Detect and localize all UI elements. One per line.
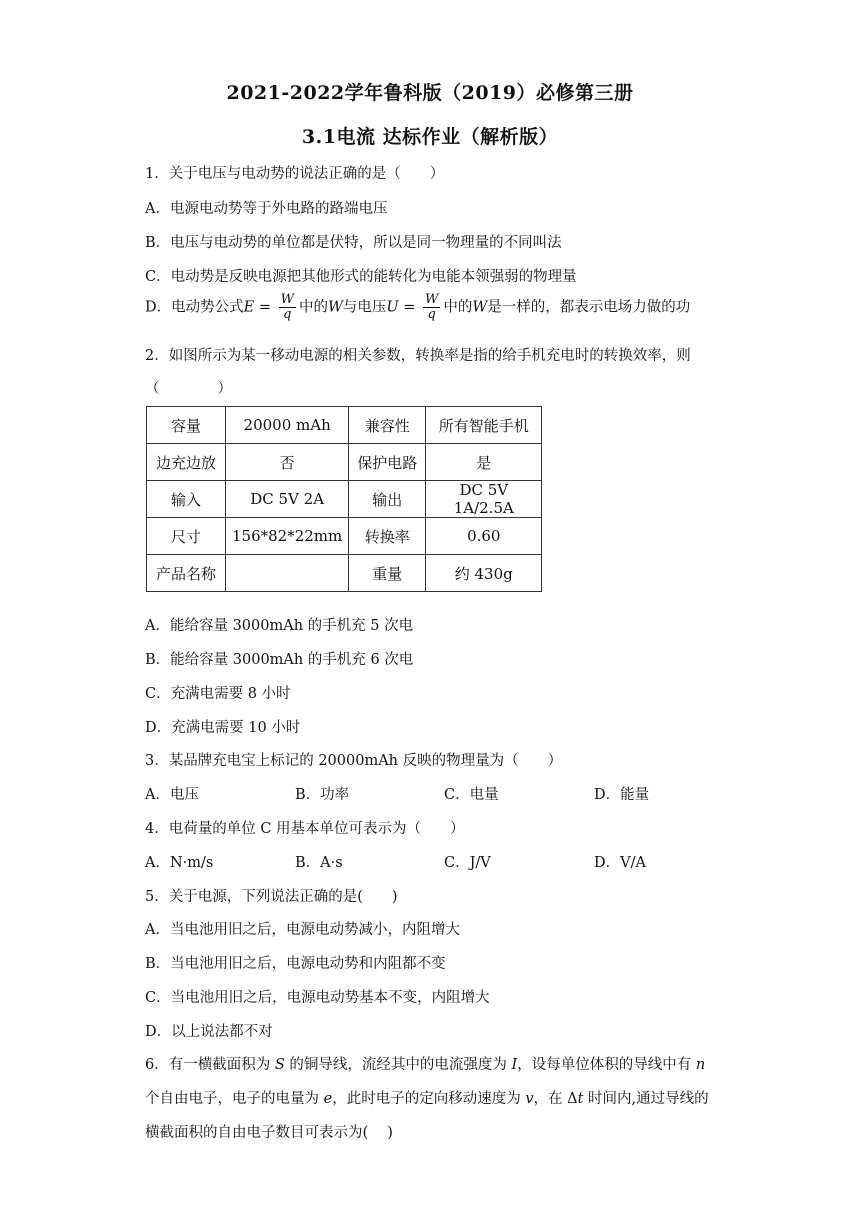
symbol-n: n xyxy=(695,1057,706,1073)
q2-answer-paren: （ ） xyxy=(145,381,232,397)
symbol-S: S xyxy=(274,1057,285,1073)
symbol-E: E xyxy=(243,299,255,316)
q2-stem: 2．如图所示为某一移动电源的相关参数，转换率是指的给手机充电时的转换效率，则 xyxy=(145,348,691,364)
spec-table xyxy=(146,406,542,592)
table-cell: 重量 xyxy=(349,555,426,592)
q2-option-c: C．充满电需要 8 小时 xyxy=(145,686,291,702)
table-cell: 约 430g xyxy=(426,555,542,592)
q2-option-a: A．能给容量 3000mAh 的手机充 5 次电 xyxy=(145,618,414,634)
q1-d-text: 与电压 xyxy=(342,299,387,316)
q1-d-text: 中的 xyxy=(443,299,473,316)
q3-option-c: C．电量 xyxy=(444,787,499,803)
table-row xyxy=(147,444,542,481)
table-cell: DC 5V 1A/2.5A xyxy=(426,481,542,518)
q1-d-text: 是一样的，都表示电场力做的功 xyxy=(487,299,691,316)
q5-option-a: A．当电池用旧之后，电源电动势减小，内阻增大 xyxy=(145,922,460,938)
table-cell xyxy=(226,555,349,592)
document-subtitle: 3.1电流 达标作业（解析版） xyxy=(301,126,559,148)
table-row xyxy=(147,481,542,518)
table-cell: 是 xyxy=(426,444,542,481)
symbol-I: I xyxy=(511,1057,518,1073)
q2-option-b: B．能给容量 3000mAh 的手机充 6 次电 xyxy=(145,652,414,668)
q4-option-b: B．A·s xyxy=(295,855,343,871)
table-cell: 0.60 xyxy=(426,518,542,555)
symbol-e: e xyxy=(323,1091,333,1107)
table-row xyxy=(147,407,542,444)
table-cell: 输入 xyxy=(147,481,226,518)
q5-stem: 5．关于电源，下列说法正确的是( ) xyxy=(145,889,398,905)
table-cell: 边充边放 xyxy=(147,444,226,481)
q1-stem: 1．关于电压与电动势的说法正确的是（ ） xyxy=(145,166,445,182)
q1-d-prefix: D．电动势公式 xyxy=(145,299,244,316)
table-cell: DC 5V 2A xyxy=(226,481,349,518)
table-cell: 156*82*22mm xyxy=(226,518,349,555)
fraction-denominator: q xyxy=(283,307,292,322)
q6-text: ，在 Δ xyxy=(533,1091,578,1107)
q6-text: ，此时电子的定向移动速度为 xyxy=(332,1091,526,1107)
q1-option-b: B．电压与电动势的单位都是伏特，所以是同一物理量的不同叫法 xyxy=(145,235,562,251)
q2-option-d: D．充满电需要 10 小时 xyxy=(145,720,301,736)
q4-stem: 4．电荷量的单位 C 用基本单位可表示为（ ） xyxy=(145,821,465,837)
fraction-numerator: W xyxy=(424,292,439,307)
q6-line3: 横截面积的自由电子数目可表示为( ) xyxy=(145,1125,393,1141)
q6-text: 的铜导线，流经其中的电流强度为 xyxy=(284,1057,512,1073)
table-cell: 尺寸 xyxy=(147,518,226,555)
q6-text: 6．有一横截面积为 xyxy=(145,1057,275,1073)
table-cell: 输出 xyxy=(349,481,426,518)
q6-text: ，设每单位体积的导线中有 xyxy=(517,1057,696,1073)
table-cell: 容量 xyxy=(147,407,226,444)
equals-sign: = xyxy=(254,299,276,316)
fraction-W-over-q xyxy=(279,293,296,322)
table-cell: 所有智能手机 xyxy=(426,407,542,444)
q6-text: 时间内,通过导线的 xyxy=(583,1091,709,1107)
table-cell: 兼容性 xyxy=(349,407,426,444)
q5-option-b: B．当电池用旧之后，电源电动势和内阻都不变 xyxy=(145,956,446,972)
symbol-W: W xyxy=(327,299,343,316)
document-title: 2021-2022学年鲁科版（2019）必修第三册 xyxy=(226,82,634,104)
q4-option-c: C．J/V xyxy=(444,855,491,871)
table-cell: 转换率 xyxy=(349,518,426,555)
q1-d-text: 中的 xyxy=(298,299,328,316)
q5-option-c: C．当电池用旧之后，电源电动势基本不变，内阻增大 xyxy=(145,990,490,1006)
table-cell: 产品名称 xyxy=(147,555,226,592)
q1-option-a: A．电源电动势等于外电路的路端电压 xyxy=(145,201,388,217)
table-row xyxy=(147,555,542,592)
q1-option-d xyxy=(145,293,690,322)
q1-option-c: C．电动势是反映电源把其他形式的能转化为电能本领强弱的物理量 xyxy=(145,269,577,285)
symbol-W: W xyxy=(472,299,488,316)
fraction-W-over-q xyxy=(423,293,440,322)
fraction-denominator: q xyxy=(427,307,436,322)
symbol-t: t xyxy=(577,1091,584,1107)
fraction-numerator: W xyxy=(280,292,294,307)
q4-option-a: A．N·m/s xyxy=(145,855,214,871)
q3-option-a: A．电压 xyxy=(145,787,199,803)
equals-sign: = xyxy=(398,299,420,316)
q3-stem: 3．某品牌充电宝上标记的 20000mAh 反映的物理量为（ ） xyxy=(145,753,563,769)
q6-line2 xyxy=(145,1087,709,1108)
q6-text: 个自由电子，电子的电量为 xyxy=(145,1091,324,1107)
symbol-v: v xyxy=(525,1091,534,1107)
table-row xyxy=(147,518,542,555)
q3-option-d: D．能量 xyxy=(594,787,650,803)
table-cell: 否 xyxy=(226,444,349,481)
table-cell: 保护电路 xyxy=(349,444,426,481)
q3-option-b: B．功率 xyxy=(295,787,350,803)
q5-option-d: D．以上说法都不对 xyxy=(145,1024,273,1040)
table-cell: 20000 mAh xyxy=(226,407,349,444)
symbol-U: U xyxy=(386,299,399,316)
q6-line1 xyxy=(145,1053,705,1074)
q4-option-d: D．V/A xyxy=(594,855,646,871)
